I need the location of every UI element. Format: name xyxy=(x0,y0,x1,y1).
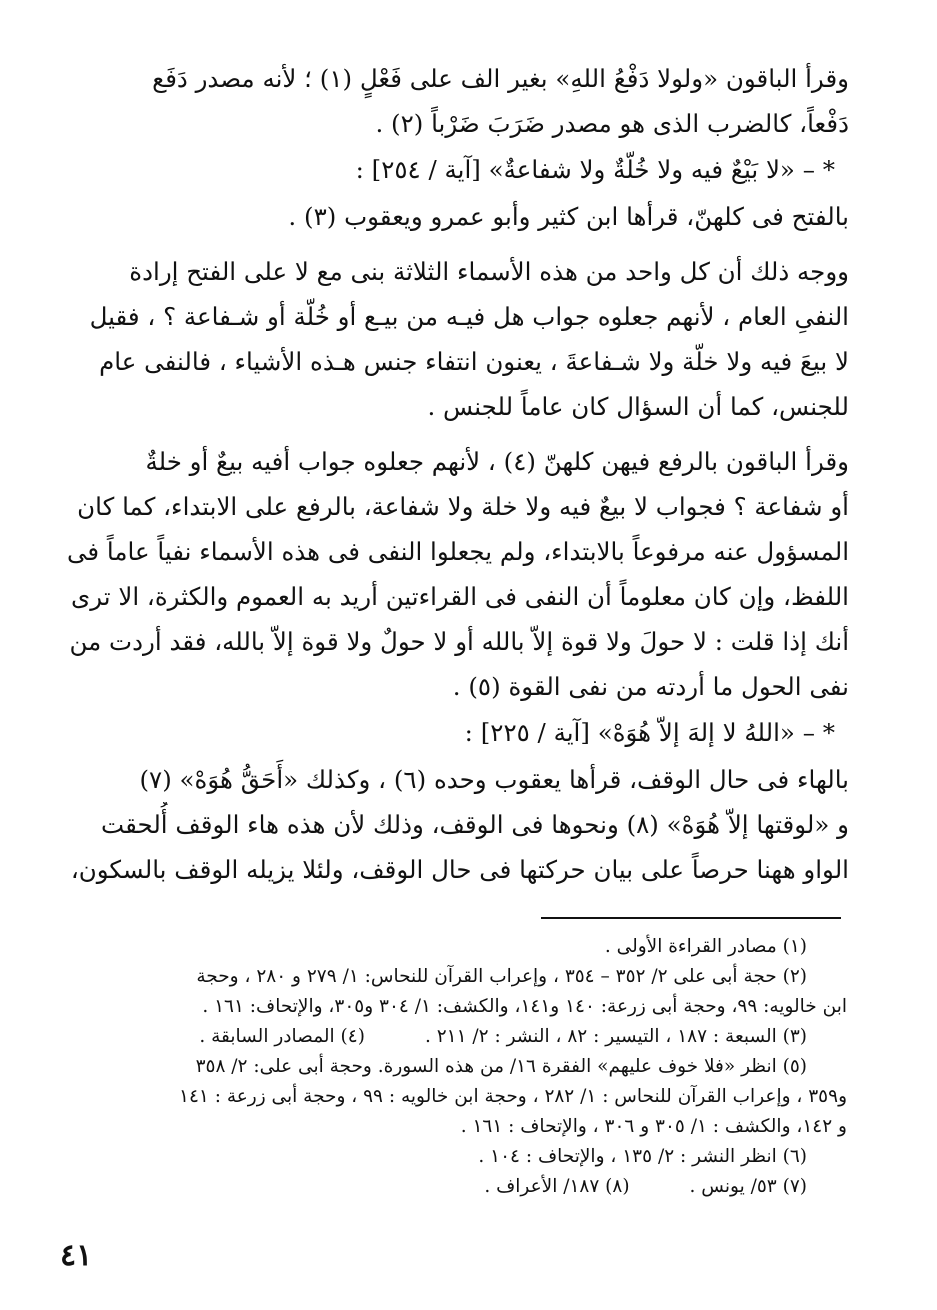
text-line: لا بيعَ فيه ولا خلّة ولا شـفاعةَ ، يعنون انتفاء جنس هـذه الأشياء ، فالنفى عام xyxy=(99,347,849,376)
text-line: و «لوقتها إلاّ هُوَهْ» (٨) ونحوها فى الوقف، وذلك لأن هذه هاء الوقف أُلحقت xyxy=(101,810,849,839)
footnote-5-continued: و ١٤٢، والكشف : ١/ ٣٠٥ و ٣٠٦ ، والإتحاف : ١٦١ . xyxy=(460,1116,847,1137)
text-line: وقرأ الباقون بالرفع فيهن كلهنّ (٤) ، لأنهم جعلوه جواب أفيه بيعٌ أو خلةٌ xyxy=(145,447,849,476)
text-line: أنك إذا قلت : لا حولَ ولا قوة إلاّ بالله أو لا حولٌ ولا قوة إلاّ بالله، فقد أردت من xyxy=(69,627,849,656)
footnote-divider xyxy=(541,917,841,919)
text-line: نفى الحول ما أردته من نفى القوة (٥) . xyxy=(452,672,849,701)
footnote-3: (٣) السبعة : ١٨٧ ، التيسير : ٨٢ ، النشر : ٢/ ٢١١ . xyxy=(424,1026,807,1047)
footnote-4: (٤) المصادر السابقة . xyxy=(199,1026,365,1047)
footnote-2: (٢) حجة أبى على ٢/ ٣٥٢ – ٣٥٤ ، وإعراب القرآن للنحاس: ١/ ٢٧٩ و ٢٨٠ ، وحجة xyxy=(196,966,807,987)
page-number: ٤١ xyxy=(60,1238,93,1273)
footnote-5: (٥) انظر «فلا خوف عليهم» الفقرة ١٦/ من هذه السورة. وحجة أبى على: ٢/ ٣٥٨ xyxy=(195,1056,807,1077)
paragraph-3 xyxy=(46,249,849,429)
footnotes xyxy=(46,932,847,1202)
verse-heading-225: * – «اللهُ لا إلهَ إلاّ هُوَهْ» [آية / ٢٢٥] : xyxy=(464,718,835,747)
verse-heading-254: * – «لا بَيْعٌ فيه ولا خُلّةٌ ولا شفاعةٌ» [آية / ٢٥٤] : xyxy=(355,155,835,184)
paragraph-1 xyxy=(46,56,849,146)
text-line: الواو ههنا حرصاً على بيان حركتها فى حال الوقف، ولئلا يزيله الوقف بالسكون، xyxy=(70,855,849,884)
paragraph-5 xyxy=(46,757,849,892)
text-line: النفىِ العام ، لأنهم جعلوه جواب هل فيـه من بيـع أو خُلّة أو شـفاعة ؟ ، فقيل xyxy=(89,302,849,331)
footnote-1: (١) مصادر القراءة الأولى . xyxy=(604,936,807,957)
text-line: بالهاء فى حال الوقف، قرأها يعقوب وحده (٦) ، وكذلك «أَحَقُّ هُوَهْ» (٧) xyxy=(139,765,849,794)
footnote-7: (٧) ٥٣/ يونس . xyxy=(689,1176,807,1197)
footnote-5-continued: و٣٥٩ ، وإعراب القرآن للنحاس : ١/ ٢٨٢ ، وحجة ابن خالويه : ٩٩ ، وحجة أبى زرعة : ١٤١ xyxy=(179,1086,847,1107)
text-line: دَفْعاً، كالضرب الذى هو مصدر ضَرَبَ ضَرْباً (٢) . xyxy=(375,109,849,138)
text-line: بالفتح فى كلهنّ، قرأها ابن كثير وأبو عمرو ويعقوب (٣) . xyxy=(288,202,849,231)
text-line: للجنس، كما أن السؤال كان عاماً للجنس . xyxy=(427,392,849,421)
text-line: أو شفاعة ؟ فجواب لا بيعٌ فيه ولا خلة ولا شفاعة، بالرفع على الابتداء، كما كان xyxy=(77,492,849,521)
footnote-6: (٦) انظر النشر : ٢/ ١٣٥ ، والإتحاف : ١٠٤ . xyxy=(478,1146,807,1167)
text-line: اللفظ، وإن كان معلوماً أن النفى فى القراءتين أريد به العموم والكثرة، الا ترى xyxy=(71,582,849,611)
text-line: ووجه ذلك أن كل واحد من هذه الأسماء الثلاثة بنى مع لا على الفتح إرادة xyxy=(129,257,849,286)
footnotes-7-8 xyxy=(46,1172,847,1202)
footnote-8: (٨) ١٨٧/ الأعراف . xyxy=(484,1176,630,1197)
text-line: وقرأ الباقون «ولولا دَفْعُ اللهِ» بغير الف على فَعْلٍ (١) ؛ لأنه مصدر دَفَع xyxy=(152,64,849,93)
text-line: المسؤول عنه مرفوعاً بالابتداء، ولم يجعلوا النفى فى هذه الأسماء نفياً عاماً فى xyxy=(66,537,849,566)
footnote-2-continued: ابن خالويه: ٩٩، وحجة أبى زرعة: ١٤٠ و١٤١، والكشف: ١/ ٣٠٤ و٣٠٥، والإتحاف: ١٦١ . xyxy=(202,996,847,1017)
paragraph-4 xyxy=(46,439,849,709)
paragraph-2 xyxy=(46,194,849,239)
footnotes-3-4 xyxy=(46,1022,847,1052)
